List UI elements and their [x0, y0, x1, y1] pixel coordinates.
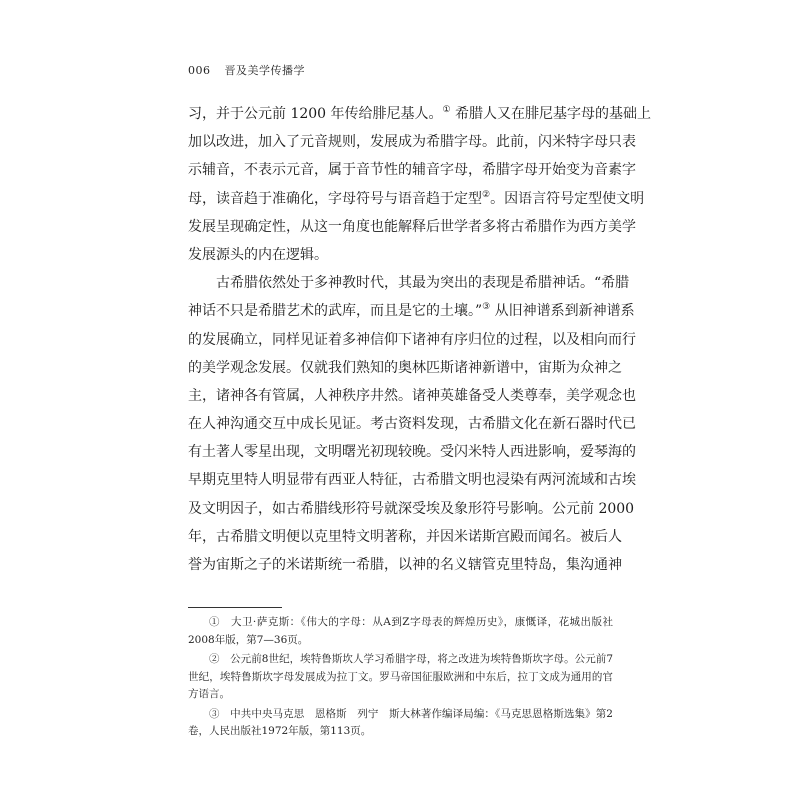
text-line: 示辅音，不表示元音，属于音节性的辅音字母，希腊字母开始变为音素字	[188, 162, 636, 179]
text-line: 的发展确立，同样见证着多神信仰下诸神有序归位的过程，以及相向而行	[188, 331, 636, 348]
footnote-2-line: 方语言。	[188, 688, 230, 700]
text-line: 及文明因子，如古希腊线形符号就深受埃及象形符号影响。公元前 2000	[188, 500, 635, 517]
footnote-1-line: 2008年版，第7—36页。	[188, 633, 309, 646]
footnote-2-line: 世纪，埃特鲁斯坎字母发展成为拉丁文。罗马帝国征服欧洲和中东后，拉丁文成为通用的官	[188, 670, 613, 683]
text-line: 发展呈现确定性，从这一角度也能解释后世学者多将古希腊作为西方美学	[188, 218, 636, 235]
footnotes	[188, 614, 613, 741]
page-number: 006	[188, 64, 211, 77]
text-line: 发展源头的内在逻辑。	[188, 246, 328, 263]
text-line: 在人神沟通交互中成长见证。考古资料发现，古希腊文化在新石器时代已	[188, 416, 636, 433]
text-line: 习，并于公元前 1200 年传给腓尼基人。① 希腊人又在腓尼基字母的基础上	[188, 105, 652, 122]
footnote-2-line: ② 公元前8世纪，埃特鲁斯坎人学习希腊字母，将之改进为埃特鲁斯坎字母。公元前7	[209, 653, 613, 665]
text-line: 有土著人零星出现，文明曙光初现较晚。受闪米特人西进影响，爱琴海的	[188, 444, 636, 461]
footnote-3-line: ③ 中共中央马克思 恩格斯 列宁 斯大林著作编译局编：《马克思恩格斯选集》第2	[209, 707, 613, 720]
text-line: 母，读音趋于准确化，字母符号与语音趋于定型②。因语言符号定型使文明	[188, 189, 645, 207]
text-line: 古希腊依然处于多神教时代，其最为突出的表现是希腊神话。“希腊	[216, 275, 630, 292]
text-line: 主，诸神各有管属，人神秩序井然。诸神英雄备受人类尊奉，美学观念也	[188, 387, 636, 404]
footnote-ref[interactable]: ①	[442, 105, 451, 115]
text-line: 誉为宙斯之子的米诺斯统一希腊，以神的名义辖管克里特岛，集沟通神	[188, 557, 622, 573]
running-head	[188, 62, 305, 78]
body-text	[188, 100, 652, 579]
footnote-ref[interactable]: ③	[482, 302, 491, 313]
footnote-3-line: 卷，人民出版社1972年版，第113页。	[188, 725, 372, 737]
book-title: 晋及美学传播学	[224, 64, 305, 77]
text-line: 神话不只是希腊艺术的武库，而且是它的土壤。”③ 从旧神谱系到新神谱系	[188, 302, 635, 320]
footnote-divider	[188, 607, 282, 608]
text-line: 早期克里特人明显带有西亚人特征，古希腊文明也浸染有两河流域和古埃	[188, 472, 636, 489]
text-line: 的美学观念发展。仅就我们熟知的奥林匹斯诸神新谱中，宙斯为众神之	[188, 359, 622, 376]
footnote-1-line: ① 大卫·萨克斯：《伟大的字母：从A到Z字母表的辉煌历史》，康慨译，花城出版社	[209, 616, 613, 628]
text-line: 年，古希腊文明便以克里特文明著称，并因米诺斯宫殿而闻名。被后人	[188, 528, 622, 545]
text-line: 加以改进，加入了元音规则，发展成为希腊字母。此前，闪米特字母只表	[188, 134, 636, 151]
footnote-ref[interactable]: ②	[482, 189, 491, 200]
